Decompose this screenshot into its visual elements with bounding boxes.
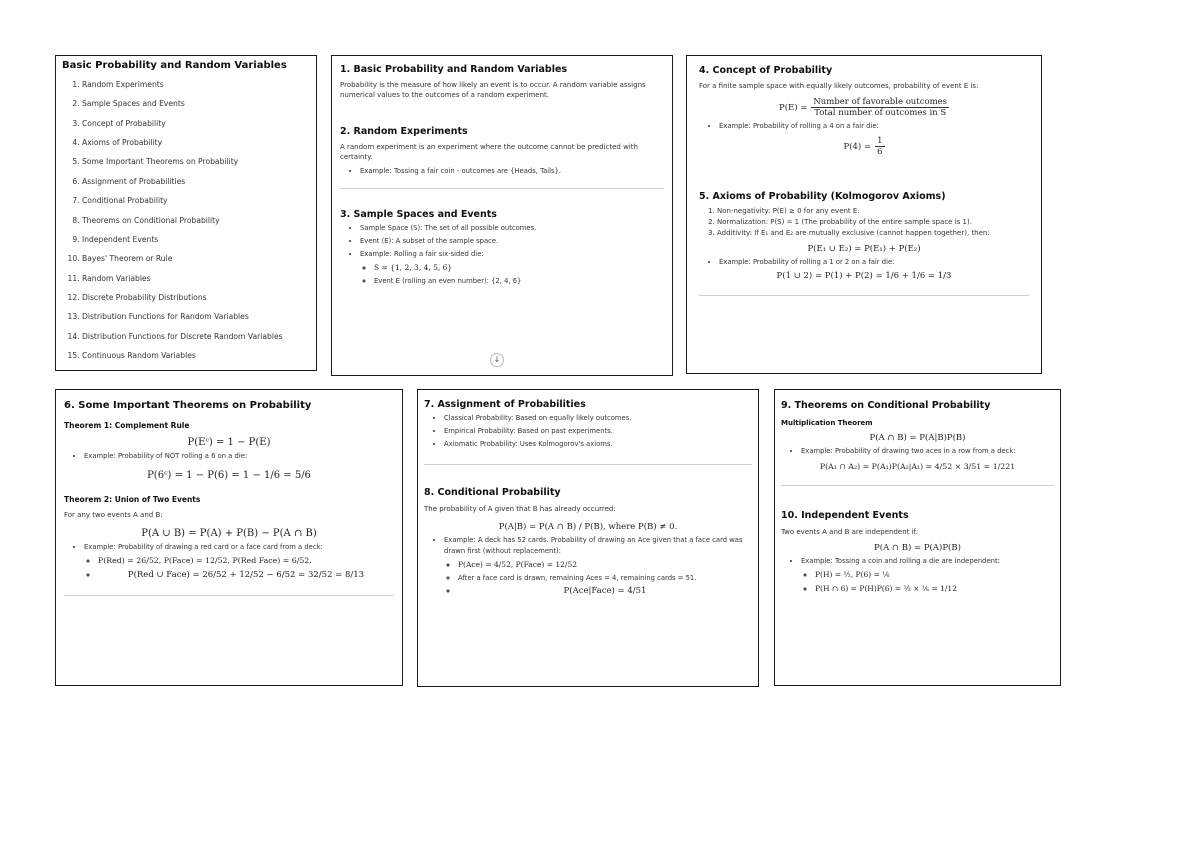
denominator: Total number of outcomes in S: [814, 108, 947, 119]
example-formula: [699, 136, 1029, 157]
toc-item[interactable]: 8. Theorems on Conditional Probability: [82, 211, 310, 230]
card-conditional-independent: [774, 389, 1061, 686]
example-item: [84, 542, 394, 583]
example-item: • Example: Probability of rolling a 4 on a fair die:: [719, 121, 1029, 132]
toc-item[interactable]: 3. Concept of Probability: [82, 114, 310, 133]
sub-formula: ◦ P(H) = ½, P(6) = ⅙: [815, 569, 1054, 581]
numerator: Number of favorable outcomes: [813, 97, 948, 108]
sample-space-formula: ◦ S = {1, 2, 3, 4, 5, 6}: [374, 262, 664, 274]
section-text: Probability is the measure of how likely an event is to occur. A random variable assigns numerical values to the outcomes of a random experiment.: [340, 81, 646, 100]
divider: [64, 595, 394, 596]
list-item: • Sample Space (S): The set of all possible outcomes.: [360, 223, 664, 234]
scroll-down-icon[interactable]: ↓: [490, 353, 504, 367]
toc-item[interactable]: 10. Bayes' Theorem or Rule: [82, 249, 310, 268]
theorem-title: Theorem 2: Union of Two Events: [64, 494, 201, 504]
example-list: [340, 166, 664, 177]
list-item-text: Example: Rolling a fair six-sided die:: [360, 250, 484, 259]
fraction: [811, 97, 949, 118]
sub-text: ◦ After a face card is drawn, remaining Aces = 4, remaining cards = 51.: [458, 573, 752, 584]
complement-formula: P(Eᶜ) = 1 − P(E): [187, 437, 271, 448]
divider: [424, 464, 752, 465]
union-formula: P(A ∪ B) = P(A) + P(B) − P(A ∩ B): [141, 528, 317, 540]
section-title: 1. Basic Probability and Random Variables: [340, 64, 568, 75]
section-title: 10. Independent Events: [781, 509, 909, 521]
example-list: [699, 121, 1029, 132]
toc-item[interactable]: 11. Random Variables: [82, 269, 310, 288]
divider: [699, 295, 1029, 296]
example-item: • Example: Probability of drawing two aces in a row from a deck:: [801, 446, 1054, 457]
example-item: • Example: Probability of NOT rolling a 6 on a die:: [84, 451, 394, 462]
section-title: 3. Sample Spaces and Events: [340, 209, 497, 221]
example-formula: P(1 ∪ 2) = P(1) + P(2) = 1/6 + 1/6 = 1/3: [776, 271, 952, 282]
toc-item[interactable]: 12. Discrete Probability Distributions: [82, 288, 310, 307]
probability-formula: [699, 97, 1029, 118]
section-text: For any two events A and B:: [64, 510, 163, 519]
independence-formula: P(A ∩ B) = P(A)P(B): [874, 543, 961, 554]
toc-item[interactable]: 6. Assignment of Probabilities: [82, 172, 310, 191]
denominator: 6: [877, 147, 883, 158]
example-item: • Example: Tossing a fair coin - outcomes are {Heads, Tails}.: [360, 166, 664, 177]
sub-formula: ◦ P(Red ∪ Face) = 26/52 + 12/52 − 6/52 = 32/52 = 8/13: [98, 569, 394, 583]
divider: [781, 485, 1054, 486]
sub-formula: ◦ P(Ace) = 4/52, P(Face) = 12/52: [458, 559, 752, 571]
toc-item[interactable]: 1. Random Experiments: [82, 75, 310, 94]
example-text: Example: Probability of drawing a red card or a face card from a deck:: [84, 543, 323, 552]
toc-item[interactable]: 15. Continuous Random Variables: [82, 346, 310, 365]
section-title: 8. Conditional Probability: [424, 486, 561, 498]
example-list: [64, 542, 394, 583]
toc-item[interactable]: 9. Independent Events: [82, 230, 310, 249]
sub-formula: ◦ P(H ∩ 6) = P(H)P(6) = ½ × ⅙ = 1/12: [815, 583, 1054, 595]
toc-list: [62, 75, 310, 365]
section-text: For a finite sample space with equally likely outcomes, probability of event E is:: [699, 82, 979, 90]
section-title: 4. Concept of Probability: [699, 65, 833, 76]
example-item: [801, 556, 1054, 595]
section-title: 7. Assignment of Probabilities: [424, 399, 586, 410]
example-list: [64, 451, 394, 462]
theorem-title: Theorem 1: Complement Rule: [64, 421, 190, 430]
section-title: 6. Some Important Theorems on Probability: [64, 400, 312, 411]
card-assignment-conditional: [417, 389, 759, 687]
example-item: • Example: Probability of rolling a 1 or 2 on a fair die:: [719, 257, 1029, 268]
list-item: • Axiomatic Probability: Uses Kolmogorov's axioms.: [444, 439, 752, 450]
axiom-item: 1. Non-negativity: P(E) ≥ 0 for any event E.: [717, 206, 1029, 217]
numerator: 1: [877, 136, 883, 147]
toc-item[interactable]: 14. Distribution Functions for Discrete Random Variables: [82, 327, 310, 346]
formula-lhs: P(E) =: [778, 102, 808, 113]
example-list: [699, 257, 1029, 268]
axiom-item: 3. Additivity: If E₁ and E₂ are mutually exclusive (cannot happen together), then:: [717, 228, 1029, 239]
section-title: 9. Theorems on Conditional Probability: [781, 400, 991, 411]
section-title: 5. Axioms of Probability (Kolmogorov Axioms): [699, 191, 946, 203]
additivity-formula: P(E₁ ∪ E₂) = P(E₁) + P(E₂): [807, 243, 921, 254]
fraction: [875, 136, 884, 157]
card-theorems: [55, 389, 403, 686]
sample-space-list: [340, 223, 664, 287]
toc-item[interactable]: 13. Distribution Functions for Random Variables: [82, 307, 310, 326]
section-text: A random experiment is an experiment where the outcome cannot be predicted with certainty.: [340, 143, 638, 162]
sub-formula: ◦ P(Red) = 26/52, P(Face) = 12/52, P(Red Face) = 6/52.: [98, 555, 394, 567]
toc-item[interactable]: 4. Axioms of Probability: [82, 133, 310, 152]
axiom-item: 2. Normalization: P(S) = 1 (The probability of the entire sample space is 1).: [717, 217, 1029, 228]
toc-item[interactable]: 5. Some Important Theorems on Probability: [82, 152, 310, 171]
list-item: • Empirical Probability: Based on past experiments.: [444, 426, 752, 437]
example-list: [781, 556, 1054, 595]
example-list: [424, 535, 752, 599]
example-formula: P(A₁ ∩ A₂) = P(A₁)P(A₂|A₁) = 4/52 × 3/51 = 1/221: [819, 461, 1016, 471]
card-concept-axioms: [686, 55, 1042, 374]
section-text: Two events A and B are independent if:: [781, 527, 919, 536]
card-basics: [331, 55, 673, 376]
list-item: [360, 249, 664, 287]
conditional-formula: P(A|B) = P(A ∩ B) / P(B), where P(B) ≠ 0.: [498, 521, 678, 532]
section-title: 2. Random Experiments: [340, 126, 468, 138]
list-item: • Event (E): A subset of the sample space.: [360, 236, 664, 247]
example-text: Example: A deck has 52 cards. Probability of drawing an Ace given that a face card was drawn first (without replacement):: [444, 535, 743, 555]
formula-lhs: P(4) =: [843, 141, 872, 152]
example-list: [781, 446, 1054, 457]
assignment-list: [424, 413, 752, 450]
example-item: [444, 535, 752, 599]
toc-item[interactable]: 2. Sample Spaces and Events: [82, 94, 310, 113]
divider: [340, 188, 664, 189]
toc-title: Basic Probability and Random Variables: [62, 60, 287, 71]
toc-item[interactable]: 7. Conditional Probability: [82, 191, 310, 210]
example-formula: P(6ᶜ) = 1 − P(6) = 1 − 1/6 = 5/6: [147, 469, 311, 481]
multiplication-formula: P(A ∩ B) = P(A|B)P(B): [869, 433, 966, 443]
axioms-list: [699, 206, 1029, 239]
example-text: Example: Tossing a coin and rolling a die are independent:: [801, 557, 1000, 566]
toc-card: [55, 55, 317, 371]
event-text: ◦ Event E (rolling an even number): {2, 4, 6}: [374, 276, 664, 287]
section-text: The probability of A given that B has already occurred:: [424, 504, 616, 513]
theorem-title: Multiplication Theorem: [781, 419, 873, 427]
list-item: • Classical Probability: Based on equally likely outcomes.: [444, 413, 752, 424]
sub-formula: ◦ P(Ace|Face) = 4/51: [458, 585, 752, 599]
